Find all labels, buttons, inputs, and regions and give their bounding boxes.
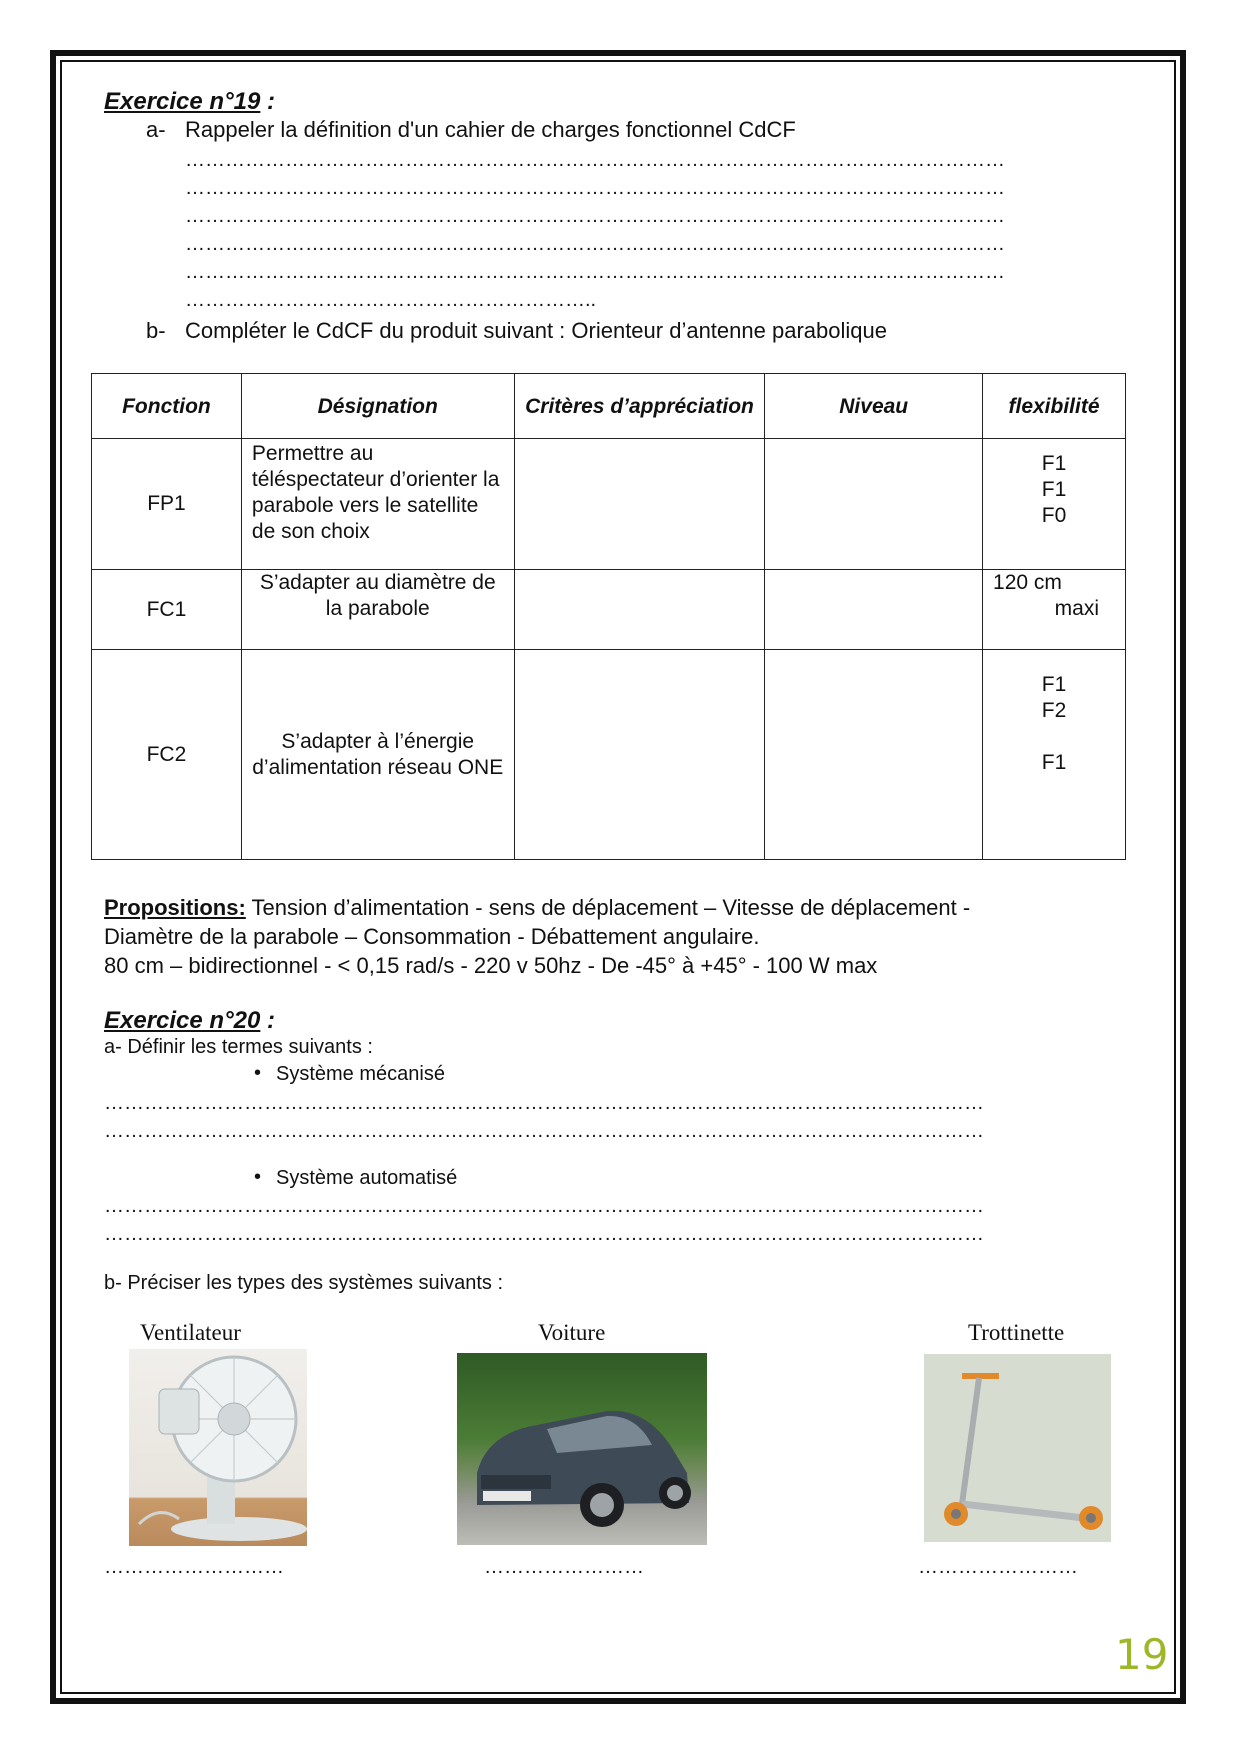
answer-line[interactable]: …………………………………………………………………………………………………………… (185, 233, 1005, 255)
answer-line[interactable]: …………………………………………………………………………………………………………………… (104, 1092, 984, 1114)
answer-ventilateur[interactable]: ……………………… (104, 1556, 284, 1578)
ex20-b-question: b- Préciser les types des systèmes suivants : (104, 1272, 504, 1294)
cell-designation: Permettre au téléspectateur d’orienter la parabole vers le satellite de son choix (241, 439, 514, 570)
bullet-icon: • (254, 1062, 262, 1084)
answer-line[interactable]: …………………………………………………….. (185, 289, 597, 311)
cell-fonction: FP1 (92, 439, 242, 570)
answer-voiture[interactable]: …………………… (484, 1556, 644, 1578)
cell-fonction: FC1 (92, 570, 242, 650)
exercise-20-title: Exercice n°20 : (104, 1007, 276, 1034)
cell-designation: S’adapter à l’énergie d’alimentation réseau ONE (241, 650, 514, 860)
flex-value: F1 (1041, 478, 1067, 501)
ex19-b-question: Compléter le CdCF du produit suivant : Orienteur d’antenne parabolique (185, 318, 887, 343)
cell-criteres[interactable] (514, 650, 765, 860)
flex-value: F1 (1041, 673, 1067, 696)
answer-line[interactable]: …………………………………………………………………………………………………………………… (104, 1120, 984, 1142)
flex-value: F1 (1041, 751, 1067, 774)
answer-line[interactable]: …………………………………………………………………………………………………………………… (104, 1195, 984, 1217)
ex19-b-label: b- (146, 318, 166, 343)
cell-niveau[interactable] (765, 570, 983, 650)
propositions-line: Propositions: Tension d’alimentation - sens de déplacement – Vitesse de déplacement - (104, 895, 971, 920)
fan-icon (129, 1349, 307, 1546)
cell-designation: S’adapter au diamètre de la parabole (241, 570, 514, 650)
propositions-label: Propositions: (104, 895, 246, 920)
propositions-line: 80 cm – bidirectionnel - < 0,15 rad/s - 220 v 50hz - De -45° à +45° - 100 W max (104, 953, 878, 978)
table-row (92, 650, 1126, 860)
header-niveau: Niveau (765, 374, 983, 439)
answer-line[interactable]: …………………………………………………………………………………………………………… (185, 149, 1005, 171)
flex-value: maxi (1054, 597, 1099, 620)
ex19-a-question: Rappeler la définition d'un cahier de charges fonctionnel CdCF (185, 117, 796, 142)
car-image (457, 1353, 707, 1545)
page-number: 19 (1115, 1630, 1169, 1679)
car-icon (457, 1353, 707, 1545)
caption-voiture: Voiture (538, 1320, 606, 1345)
flex-value: F2 (1041, 699, 1067, 722)
ex19-a-label: a- (146, 117, 166, 142)
caption-trottinette: Trottinette (968, 1320, 1065, 1345)
table-header-row (92, 374, 1126, 439)
header-designation: Désignation (241, 374, 514, 439)
cell-niveau[interactable] (765, 650, 983, 860)
term-automatise: Système automatisé (276, 1167, 458, 1189)
cell-flexibilite (983, 650, 1126, 860)
flex-value: 120 cm (993, 571, 1062, 594)
flex-value: F0 (1041, 504, 1067, 527)
header-flexibilite: flexibilité (983, 374, 1126, 439)
answer-line[interactable]: …………………………………………………………………………………………………………… (185, 205, 1005, 227)
scooter-image (924, 1354, 1111, 1542)
answer-trottinette[interactable]: …………………… (918, 1556, 1078, 1578)
cell-niveau[interactable] (765, 439, 983, 570)
flex-value: F1 (1041, 452, 1067, 475)
answer-line[interactable]: …………………………………………………………………………………………………………… (185, 261, 1005, 283)
answer-line[interactable]: …………………………………………………………………………………………………………… (185, 177, 1005, 199)
cdcf-table (91, 373, 1126, 860)
scooter-icon (924, 1354, 1111, 1542)
answer-line[interactable]: …………………………………………………………………………………………………………………… (104, 1223, 984, 1245)
exercise-19-title: Exercice n°19 : (104, 88, 276, 115)
ex20-a-question: a- Définir les termes suivants : (104, 1036, 373, 1058)
table-row (92, 570, 1126, 650)
caption-ventilateur: Ventilateur (140, 1320, 241, 1345)
table-row (92, 439, 1126, 570)
bullet-icon: • (254, 1166, 262, 1188)
cell-criteres[interactable] (514, 570, 765, 650)
cell-flexibilite (983, 570, 1126, 650)
propositions-line: Diamètre de la parabole – Consommation - Débattement angulaire. (104, 924, 760, 949)
propositions-block (104, 893, 1144, 980)
term-mecanise: Système mécanisé (276, 1063, 445, 1085)
fan-image (129, 1349, 307, 1546)
cell-criteres[interactable] (514, 439, 765, 570)
header-criteres: Critères d’appréciation (514, 374, 765, 439)
header-fonction: Fonction (92, 374, 242, 439)
cell-flexibilite (983, 439, 1126, 570)
cell-fonction: FC2 (92, 650, 242, 860)
